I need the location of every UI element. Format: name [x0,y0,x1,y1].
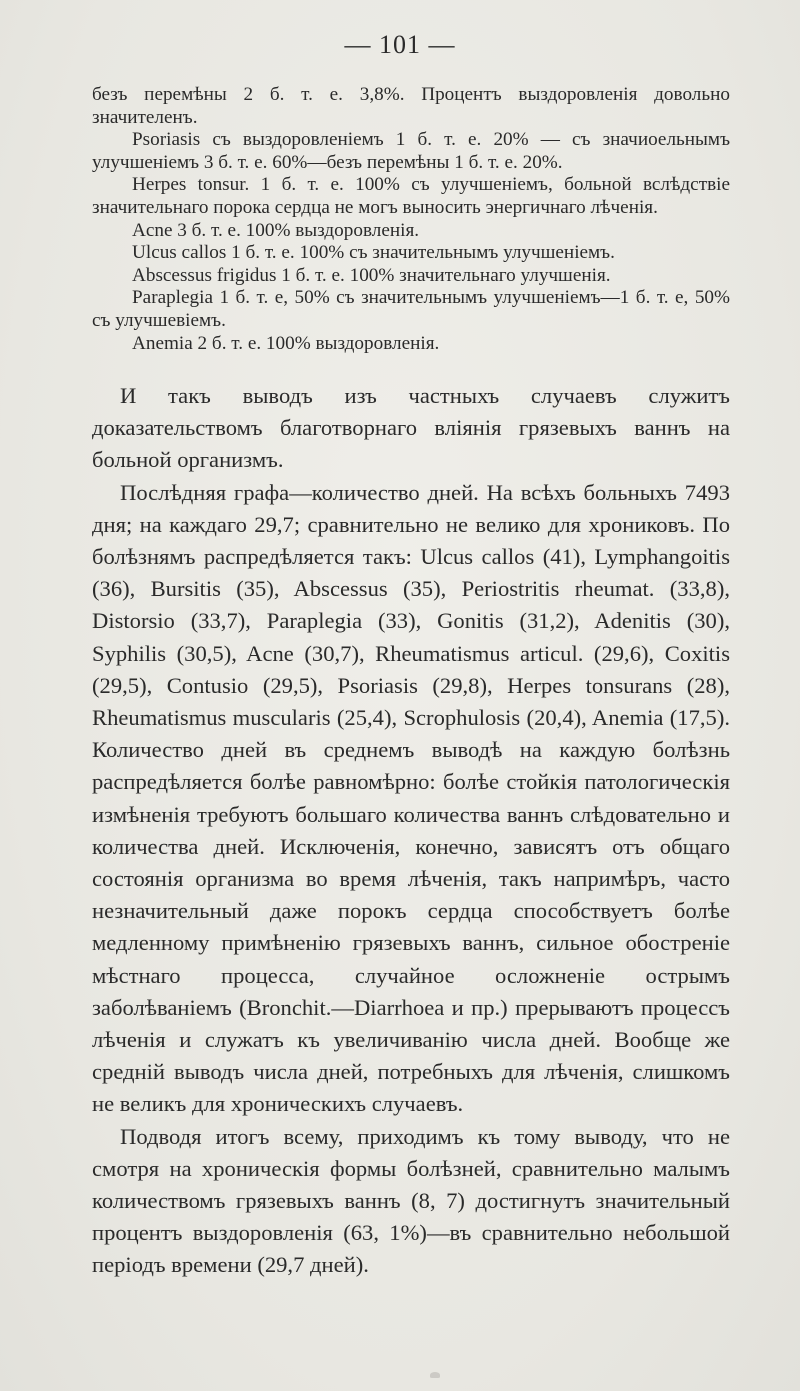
result-paragraph: Anemia 2 б. т. е. 100% выздоровленія. [132,332,440,354]
result-paragraph: безъ перемѣны 2 б. т. е. 3,8%. Процентъ выздоровленія довольно значителенъ. [92,84,730,128]
result-paragraph: Paraplegia 1 б. т. е, 50% съ значительнымъ улучшеніемъ—1 б. т. е, 50% съ улучшевіемъ. [92,287,730,331]
body-paragraph-days: Послѣдняя графа—количество дней. На всѣхъ больныхъ 7493 дня; на каждаго 29,7; сравнительно не велико для хрониковъ. По болѣзнямъ распредѣляется такъ: Ulcus callos (41), Lymphangoitis (36), Bursitis (35), Abscessus (35), Periostritis rheumat. (33,8), Distorsio (33,7), Paraplegia (33), Gonitis (31,2), Adenitis (30), Syphilis (30,5), Acne (30,7), Rheumatismus articul. (29,6), Coxitis (29,5), Contusio (29,5), Psoriasis (29,8), Herpes tonsurans (28), Rheumatismus muscularis (25,4), Scrophulosis (20,4), Anemia (17,5). Количество дней въ среднемъ выводѣ на каждую болѣзнь распредѣляется болѣе равномѣрно: болѣе стойкія патологическія измѣненія требуютъ большаго количества ваннъ слѣдовательно и количества дней. Исключенія, конечно, зависятъ отъ общаго состоянія организма во время лѣченія, такъ напримѣръ, часто незначительный даже порокъ сердца способствуетъ болѣе медленному примѣненію грязевыхъ ваннъ, сильное обостреніе мѣстнаго процесса, случайное осложненіе острымъ заболѣваніемъ (Bronchit.—Diarrhoea и пр.) прерываютъ процессъ лѣченія и служатъ къ увеличиванію числа дней. Вообще же средній выводъ числа дней, потребныхъ для лѣченія, слишкомъ не великъ для хроническихъ случаевъ. [92,479,730,1117]
body-paragraph-conclusion: И такъ выводъ изъ частныхъ случаевъ служитъ доказательствомъ благотворнаго вліянія грязевыхъ ваннъ на больной организмъ. [92,383,730,473]
page-number: — 101 — [344,30,456,59]
case-results-block [92,84,730,355]
result-paragraph: Psoriasis съ выздоровленіемъ 1 б. т. е. 20% — съ значиоельнымъ улучшеніемъ 3 б. т. е. 60%—безъ перемѣны 1 б. т. е. 20%. [92,129,730,173]
result-paragraph: Ulcus callos 1 б. т. е. 100% съ значительнымъ улучшеніемъ. [132,242,615,264]
paper-speck [430,1372,440,1378]
result-paragraph: Acne 3 б. т. е. 100% выздоровленія. [132,219,420,241]
body-paragraph-summary: Подводя итогъ всему, приходимъ къ тому выводу, что не смотря на хроническія формы болѣзней, сравнительно малымъ количествомъ грязевыхъ ваннъ (8, 7) достигнутъ значительный процентъ выздоровленія (63, 1%)—въ сравнительно небольшой періодъ времени (29,7 дней). [92,1123,730,1278]
result-paragraph: Herpes tonsur. 1 б. т. е. 100% съ улучшеніемъ, больной вслѣдствіе значительнаго порока сердца не могъ выносить энергичнаго лѣченія. [92,174,730,218]
result-paragraph: Abscessus frigidus 1 б. т. е. 100% значительнаго улучшенія. [132,264,611,286]
main-text-block [92,380,730,1282]
